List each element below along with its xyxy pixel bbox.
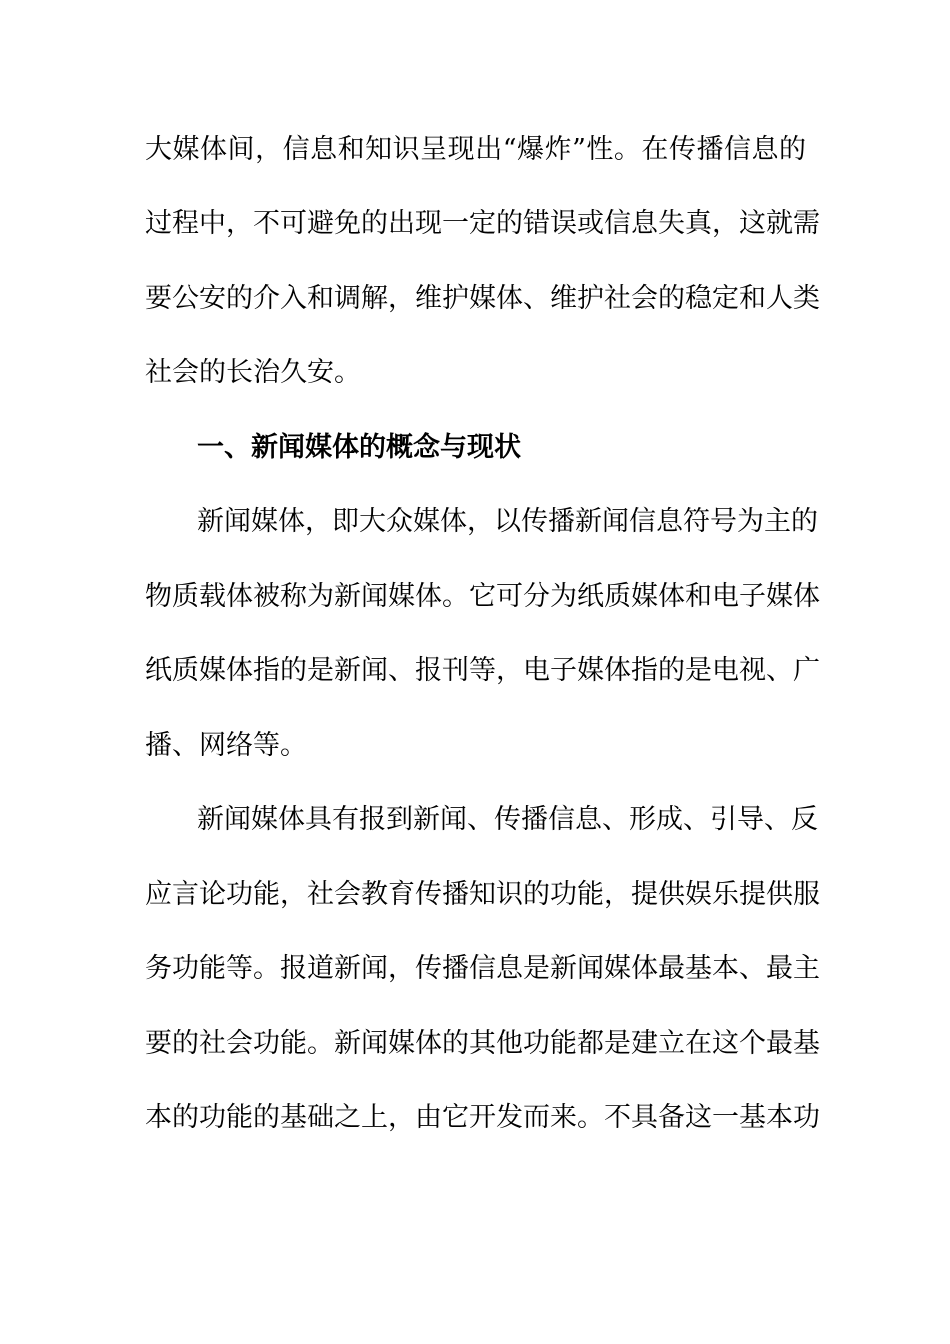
text-line (0, 803, 950, 837)
text-line (0, 356, 950, 390)
line-text: 过程中，不可避免的出现一定的错误或信息失真，这就需 (145, 208, 820, 239)
line-text: 大媒体间，信息和知识呈现出“爆炸”性。在传播信息的 (145, 134, 806, 165)
text-line (0, 1101, 950, 1135)
text-line (0, 1027, 950, 1061)
text-line (0, 133, 950, 167)
text-line (0, 282, 950, 316)
line-text: 应言论功能，社会教育传播知识的功能，提供娱乐提供服 (145, 879, 820, 910)
line-text: 务功能等。报道新闻，传播信息是新闻媒体最基本、最主 (145, 953, 820, 984)
text-line (0, 878, 950, 912)
heading-text: 一、新闻媒体的概念与现状 (197, 432, 521, 463)
line-text: 物质载体被称为新闻媒体。它可分为纸质媒体和电子媒体 (145, 581, 820, 612)
text-line (0, 952, 950, 986)
text-line (0, 207, 950, 241)
line-text: 新闻媒体具有报到新闻、传播信息、形成、引导、反 (197, 804, 818, 835)
line-text: 播、网络等。 (145, 730, 307, 761)
line-text: 纸质媒体指的是新闻、报刊等，电子媒体指的是电视、广 (145, 655, 820, 686)
text-line (0, 654, 950, 688)
line-text: 社会的长治久安。 (145, 357, 361, 388)
section-heading (0, 431, 950, 465)
line-text: 新闻媒体，即大众媒体，以传播新闻信息符号为主的 (197, 506, 818, 537)
text-line (0, 729, 950, 763)
text-line (0, 580, 950, 614)
line-text: 要的社会功能。新闻媒体的其他功能都是建立在这个最基 (145, 1028, 820, 1059)
line-text: 本的功能的基础之上，由它开发而来。不具备这一基本功 (145, 1102, 820, 1133)
line-text: 要公安的介入和调解，维护媒体、维护社会的稳定和人类 (145, 283, 820, 314)
text-line (0, 505, 950, 539)
